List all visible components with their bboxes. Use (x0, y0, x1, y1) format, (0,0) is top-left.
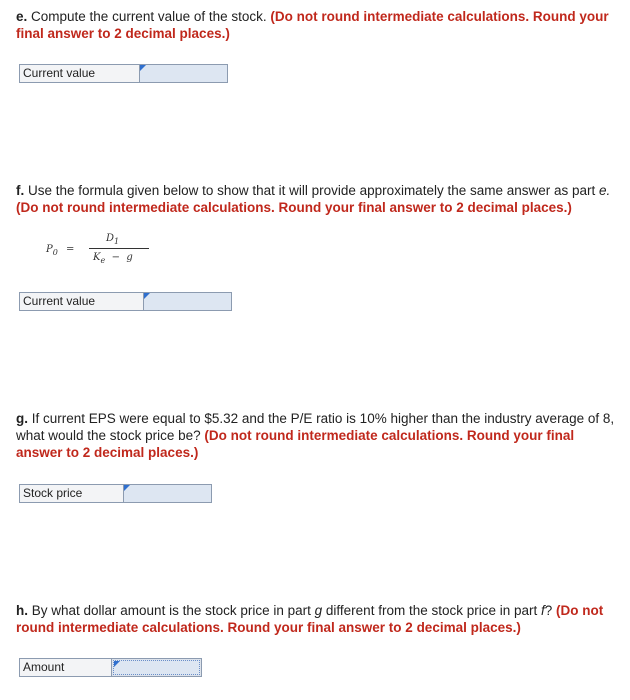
formula-numerator: $D_1$ (106, 233, 120, 246)
question-g-text: If current EPS were equal to $5.32 and the P/E ratio is 10% higher than the industry average of 8, what would the stock price be? (16, 411, 615, 443)
question-f (16, 182, 620, 216)
dividend-growth-formula (44, 233, 164, 267)
answer-label-e: Current value (20, 65, 140, 82)
formula-fraction-bar (89, 248, 149, 249)
amount-input[interactable] (113, 660, 200, 675)
answer-row-g (19, 484, 212, 503)
question-h-text-b: different from the stock price in part (322, 603, 542, 618)
formula-denominator: $K_e - g$ (93, 252, 133, 265)
question-h-part-f: f (541, 603, 545, 618)
answer-row-h (19, 658, 202, 677)
question-f-instruction: (Do not round intermediate calculations. Round your final answer to 2 decimal places.) (16, 200, 572, 215)
answer-label-g: Stock price (20, 485, 124, 502)
question-g (16, 410, 620, 461)
answer-label-h: Amount (20, 659, 112, 676)
question-e (16, 8, 620, 42)
formula-equals: = (66, 244, 75, 255)
question-h-instruction: (Do not round intermediate calculations. Round your final answer to 2 decimal places.) (16, 603, 604, 635)
formula-lhs: $P_0$ (46, 244, 58, 257)
question-e-label: e. (16, 9, 28, 24)
question-f-label: f. (16, 183, 25, 198)
question-h-part-g: g (314, 603, 323, 618)
question-h-text-c: ? (544, 603, 557, 618)
question-h-label: h. (16, 603, 28, 618)
answer-row-f (19, 292, 232, 311)
question-e-instruction: (Do not round intermediate calculations. Round your final answer to 2 decimal places.) (16, 9, 609, 41)
question-f-text: Use the formula given below to show that it will provide approximately the same answer as part (24, 183, 600, 198)
question-h (16, 602, 620, 636)
question-f-part-ref: e. (599, 183, 611, 198)
current-value-input-f[interactable] (144, 293, 231, 310)
answer-label-f: Current value (20, 293, 144, 310)
question-g-label: g. (16, 411, 28, 426)
question-g-instruction: (Do not round intermediate calculations. Round your final answer to 2 decimal places.) (16, 428, 575, 460)
stock-price-input[interactable] (124, 485, 211, 502)
question-h-text-a: By what dollar amount is the stock price in part (28, 603, 315, 618)
question-e-text: Compute the current value of the stock. (27, 9, 271, 24)
current-value-input-e[interactable] (140, 65, 227, 82)
answer-row-e (19, 64, 228, 83)
